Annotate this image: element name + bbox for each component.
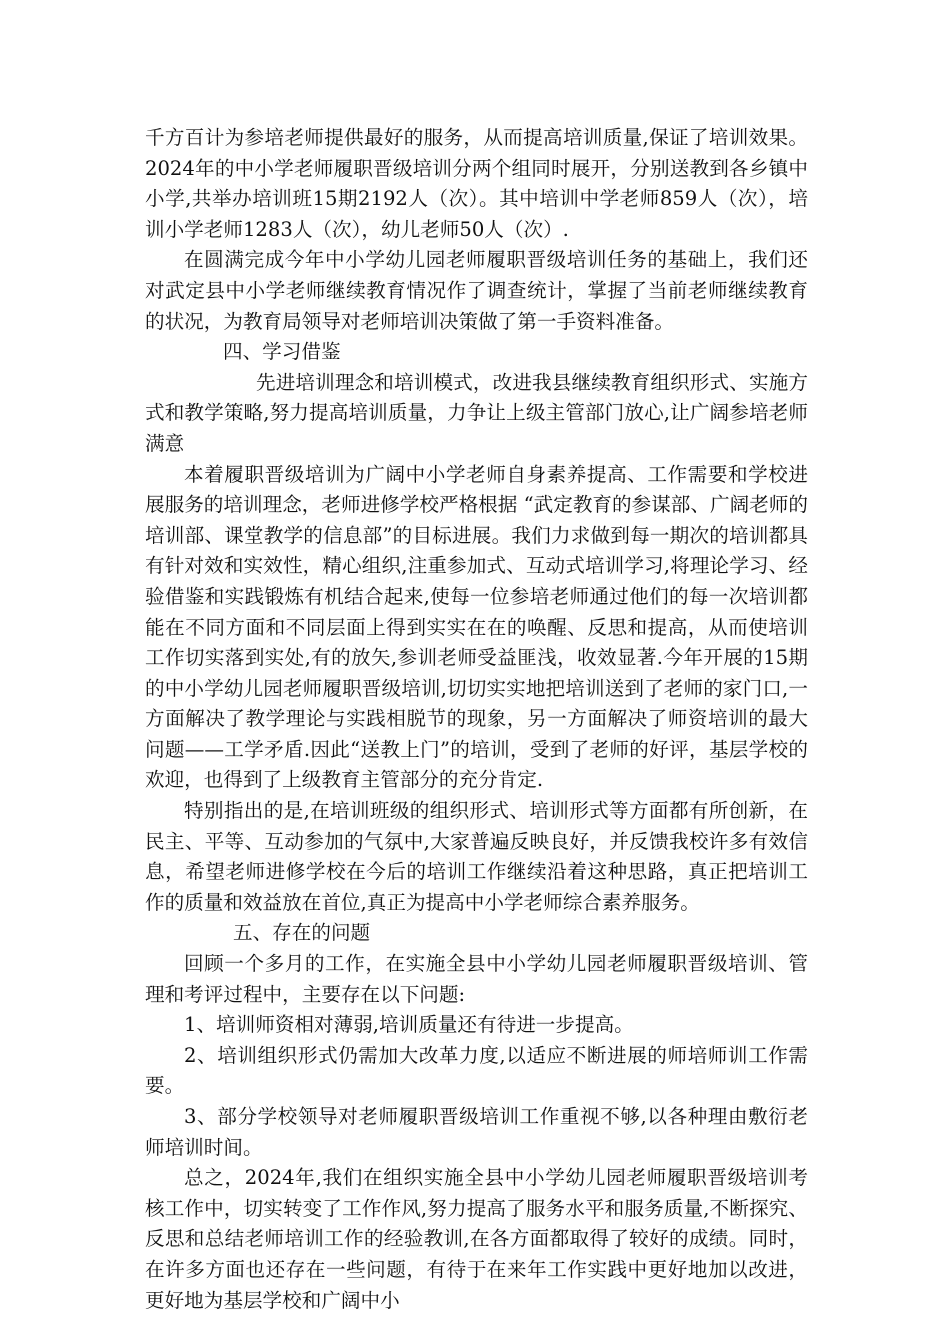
paragraph: 本着履职晋级培训为广阔中小学老师自身素养提高、工作需要和学校进展服务的培训理念，老师进修学校严格根据 “武定教育的参谋部、广阔老师的培训部、课堂教学的信息部”的目标进展。我们力求做到每一期次的培训都具有针对效和实效性，精心组织,注重参加式、互动式培训学习,将理论学习、经验借鉴和实践锻炼有机结合起来,使每一位参培老师通过他们的每一次培训都能在不同方面和不同层面上得到实实在在的唤醒、反思和提高，从而使培训工作切实落到实处,有的放矢,参训老师受益匪浅，收效显著.今年开展的15期的中小学幼儿园老师履职晋级培训,切切实实地把培训送到了老师的家门口,一方面解决了教学理论与实践相脱节的现象，另一方面解决了师资培训的最大问题——工学矛盾.因此“送教上门”的培训，受到了老师的好评，基层学校的欢迎，也得到了上级教育主管部分的充分肯定. — [145, 462, 808, 792]
document-body — [145, 123, 808, 1316]
list-item: 1、培训师资相对薄弱,培训质量还有待进一步提高。 — [184, 1013, 634, 1037]
paragraph: 千方百计为参培老师提供最好的服务，从而提高培训质量,保证了培训效果。2024年的中小学老师履职晋级培训分两个组同时展开，分别送教到各乡镇中小学,共举办培训班15期2192人（次）。其中培训中学老师859人（次），培训小学老师1283人（次），幼儿老师50人（次）. — [145, 126, 808, 241]
paragraph: 总之，2024年,我们在组织实施全县中小学幼儿园老师履职晋级培训考核工作中，切实转变了工作作风,努力提高了服务水平和服务质量,不断探究、反思和总结老师培训工作的经验教训,在各方面都取得了较好的成绩。同时，在许多方面也还存在一些问题，有待于在来年工作实践中更好地加以改进，更好地为基层学校和广阔中小 — [145, 1166, 808, 1312]
paragraph: 特别指出的是,在培训班级的组织形式、培训形式等方面都有所创新，在民主、平等、互动参加的气氛中,大家普遍反映良好，并反馈我校许多有效信息，希望老师进修学校在今后的培训工作继续沿着这种思路，真正把培训工作的质量和效益放在首位,真正为提高中小学老师综合素养服务。 — [145, 799, 808, 914]
paragraph: 回顾一个多月的工作，在实施全县中小学幼儿园老师履职晋级培训、管理和考评过程中，主要存在以下问题: — [145, 952, 808, 1006]
list-item: 3、部分学校领导对老师履职晋级培训工作重视不够,以各种理由敷衍老师培训时间。 — [145, 1105, 808, 1159]
section-heading: 五、存在的问题 — [233, 921, 371, 945]
paragraph: 先进培训理念和培训模式，改进我县继续教育组织形式、实施方式和教学策略,努力提高培训质量，力争让上级主管部门放心,让广阔参培老师满意 — [145, 370, 808, 455]
paragraph: 在圆满完成今年中小学幼儿园老师履职晋级培训任务的基础上，我们还对武定县中小学老师继续教育情况作了调查统计，掌握了当前老师继续教育的状况，为教育局领导对老师培训决策做了第一手资料准备。 — [145, 248, 808, 333]
list-item: 2、培训组织形式仍需加大改革力度,以适应不断进展的师培师训工作需要。 — [145, 1043, 808, 1098]
section-heading: 四、学习借鉴 — [223, 340, 341, 364]
